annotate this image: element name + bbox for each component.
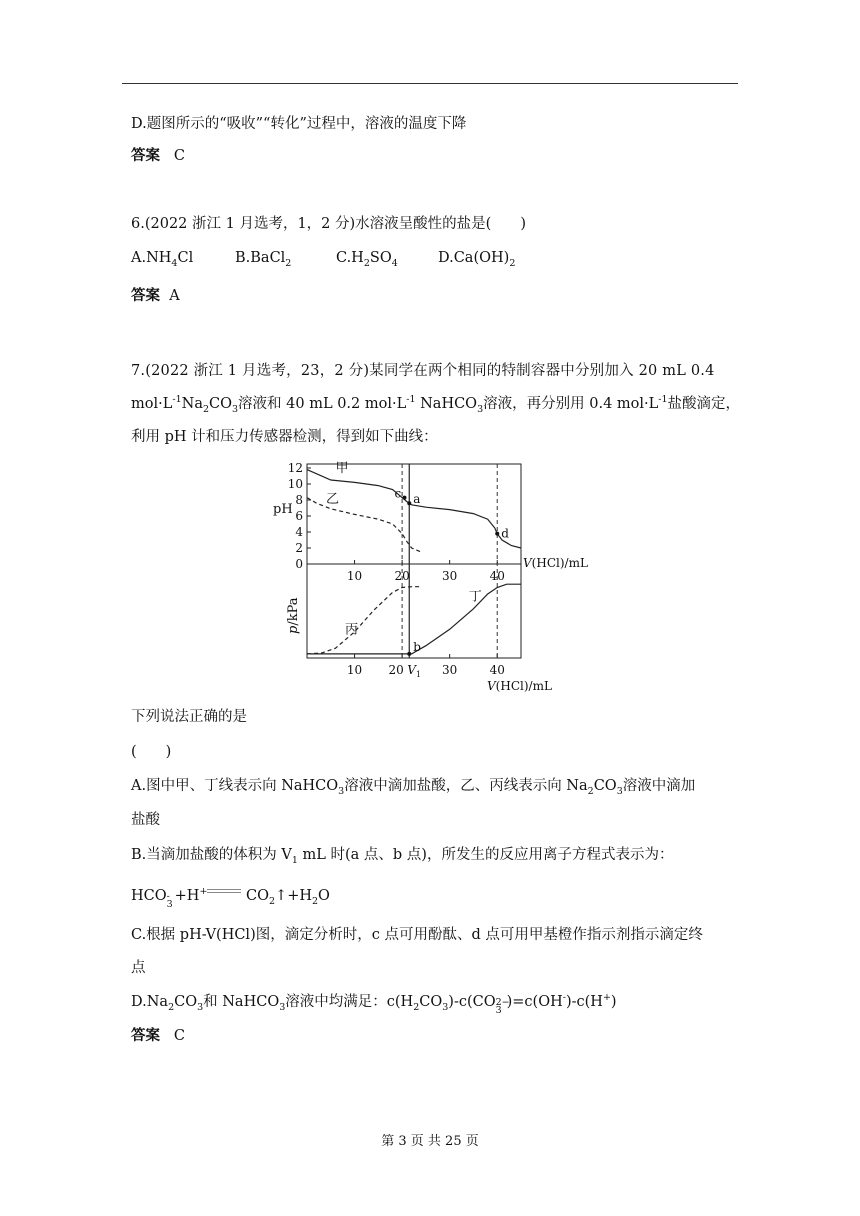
answer-value: A: [169, 288, 180, 304]
x-axis-label-top: V(HCl)/mL: [523, 556, 588, 570]
x-tick-label-bottom: 20: [388, 663, 404, 677]
series-丙: [307, 587, 421, 654]
q7-paren: ( ): [131, 744, 172, 760]
series-label-bing: 丙: [345, 622, 359, 638]
point-label-c: c: [394, 486, 402, 501]
y-tick-label: 8: [295, 493, 303, 507]
point-label-b: b: [413, 639, 421, 654]
q6-options: [131, 248, 515, 268]
header-rule: [122, 83, 738, 84]
page-footer: 第 3 页 共 25 页: [381, 1134, 479, 1149]
x-tick-label-bottom: 10: [346, 663, 363, 677]
x-tick-label-bottom: 30: [442, 663, 458, 677]
series-甲: [307, 470, 521, 548]
x-tick-label-bottom: 40: [489, 663, 505, 677]
y-tick-label: 4: [295, 525, 303, 539]
q7-answer: [131, 1026, 185, 1046]
x-axis-label-bottom: V(HCl)/mL: [487, 679, 552, 693]
v1-label: $V_1$: [407, 663, 422, 679]
point-c: [402, 496, 406, 500]
x-tick-label: 20: [394, 569, 410, 583]
q7-stem-line3: 利用 pH 计和压力传感器检测，得到如下曲线：: [131, 429, 438, 445]
q7-option-b-line1: B.当滴加盐酸的体积为 $V_1$ mL 时(a 点、b 点)，所发生的反应用离子方程式表示为：: [131, 847, 674, 866]
answer-label: 答案: [131, 1027, 160, 1044]
y-axis-label-pressure: p/kPa: [286, 597, 301, 634]
q7-option-c-line1: C.根据 pH-V(HCl)图，滴定分析时，c 点可用酚酞、d 点可用甲基橙作指示剂指示滴定终: [131, 927, 703, 943]
series-乙: [307, 498, 421, 552]
y-axis-label-ph: pH: [273, 502, 293, 517]
answer-value: C: [173, 148, 185, 164]
q5-answer: [131, 146, 185, 166]
series-label-ding: 丁: [468, 589, 482, 605]
point-a: [407, 501, 411, 505]
q7-stem-line2: $mol\cdot L^{-1}Na_2CO_3$溶液和 40 mL 0.2 $mol\cdot L^{-1}$ NaHCO$_3$溶液，再分别用 0.4 $mol\cdot L^{-1}$盐酸滴定，: [131, 394, 741, 415]
point-label-d: d: [501, 526, 509, 541]
x-tick-label: 40: [489, 569, 505, 583]
q6-option-b: B.BaCl$_2$: [235, 250, 292, 269]
x-tick-label: 30: [442, 569, 458, 583]
y-tick-label: 12: [287, 461, 303, 475]
q7-option-c-line2: 点: [131, 960, 146, 976]
answer-label: 答案: [131, 147, 160, 164]
q5-option-d: D.题图所示的“吸收”“转化”过程中，溶液的温度下降: [131, 116, 467, 132]
y-tick-label: 6: [295, 509, 303, 523]
point-b: [407, 652, 411, 656]
q6-answer: [131, 286, 180, 306]
point-d: [495, 532, 499, 536]
equation-sign: [207, 893, 241, 899]
q7-prompt: 下列说法正确的是: [131, 709, 247, 725]
q6-option-d: $D.Ca(OH)_2$: [438, 250, 516, 269]
answer-label: 答案: [131, 287, 160, 304]
q7-option-a-line2: 盐酸: [131, 812, 160, 828]
x-tick-label: 10: [346, 569, 363, 583]
series-label-jia: 甲: [335, 461, 349, 476]
q7-option-b-equation: HCO - 3 +H+ $CO_2↑+H_2O$: [131, 886, 330, 910]
q7-option-d: $D.Na_2CO_3$和 NaHCO$_3$溶液中均满足：$c(H_2CO_3)-c(CO$ 2− 3 )=c(OH-)-c(H+): [131, 992, 617, 1016]
q6-stem: 6.(2022 浙江 1 月选考，1，2 分)水溶液呈酸性的盐是( ): [131, 216, 526, 232]
q7-option-a-line1: A.图中甲、丁线表示向 NaHCO$_3$溶液中滴加盐酸，乙、丙线表示向 $Na_2CO_3$溶液中滴加: [131, 778, 696, 797]
titration-chart: [255, 456, 595, 696]
q7-stem-line1: 7.(2022 浙江 1 月选考，23，2 分)某同学在两个相同的特制容器中分别加入 20 mL 0.4: [131, 363, 715, 379]
y-tick-label: 10: [287, 477, 303, 491]
q6-option-a: $A.NH_4Cl$: [131, 250, 194, 269]
series-label-yi: 乙: [326, 492, 340, 508]
y-tick-label: 0: [295, 557, 303, 571]
q6-option-c: $C.H_2SO_4$: [336, 250, 398, 269]
answer-value: C: [173, 1028, 185, 1044]
point-label-a: a: [413, 492, 421, 507]
y-tick-label: 2: [295, 541, 303, 555]
